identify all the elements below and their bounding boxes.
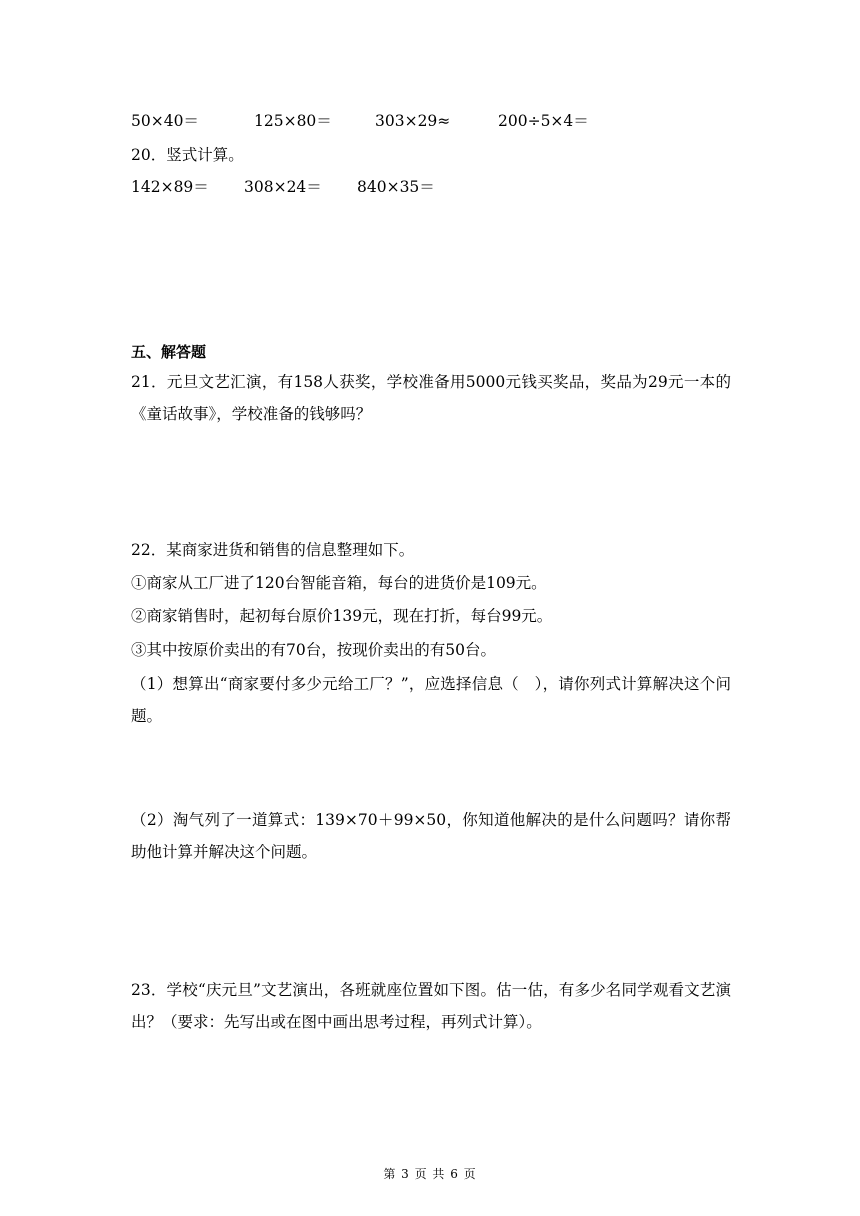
expression-840x35: 840×35＝ <box>357 178 435 196</box>
question-22-intro: 22．某商家进货和销售的信息整理如下。 <box>131 541 415 559</box>
question-20-title: 20．竖式计算。 <box>131 146 244 164</box>
question-22-info-3: ③其中按原价卖出的有70台，按现价卖出的有50台。 <box>131 641 496 659</box>
question-22-part-1: （1）想算出“商家要付多少元给工厂？”，应选择信息（ ），请你列式计算解决这个问题。 <box>131 675 731 725</box>
question-21: 21．元旦文艺汇演，有158人获奖，学校准备用5000元钱买奖品，奖品为29元一本的《童话故事》，学校准备的钱够吗？ <box>131 373 731 423</box>
question-22-info-1: ①商家从工厂进了120台智能音箱，每台的进货价是109元。 <box>131 574 547 592</box>
expression-125x80: 125×80＝ <box>254 112 332 130</box>
page-footer: 第 3 页 共 6 页 <box>383 1167 477 1181</box>
question-23: 23．学校“庆元旦”文艺演出，各班就座位置如下图。估一估，有多少名同学观看文艺演出？（要求：先写出或在图中画出思考过程，再列式计算）。 <box>131 981 731 1031</box>
expression-200div5x4: 200÷5×4＝ <box>498 112 589 130</box>
expression-50x40: 50×40＝ <box>131 112 199 130</box>
question-22-part-2: （2）淘气列了一道算式：139×70＋99×50，你知道他解决的是什么问题吗？请你帮助他计算并解决这个问题。 <box>131 811 731 861</box>
section-5-heading: 五、解答题 <box>131 343 207 361</box>
expression-142x89: 142×89＝ <box>131 178 209 196</box>
expression-303x29: 303×29≈ <box>375 112 451 130</box>
question-22-info-2: ②商家销售时，起初每台原价139元，现在打折，每台99元。 <box>131 607 553 625</box>
expression-308x24: 308×24＝ <box>244 178 322 196</box>
